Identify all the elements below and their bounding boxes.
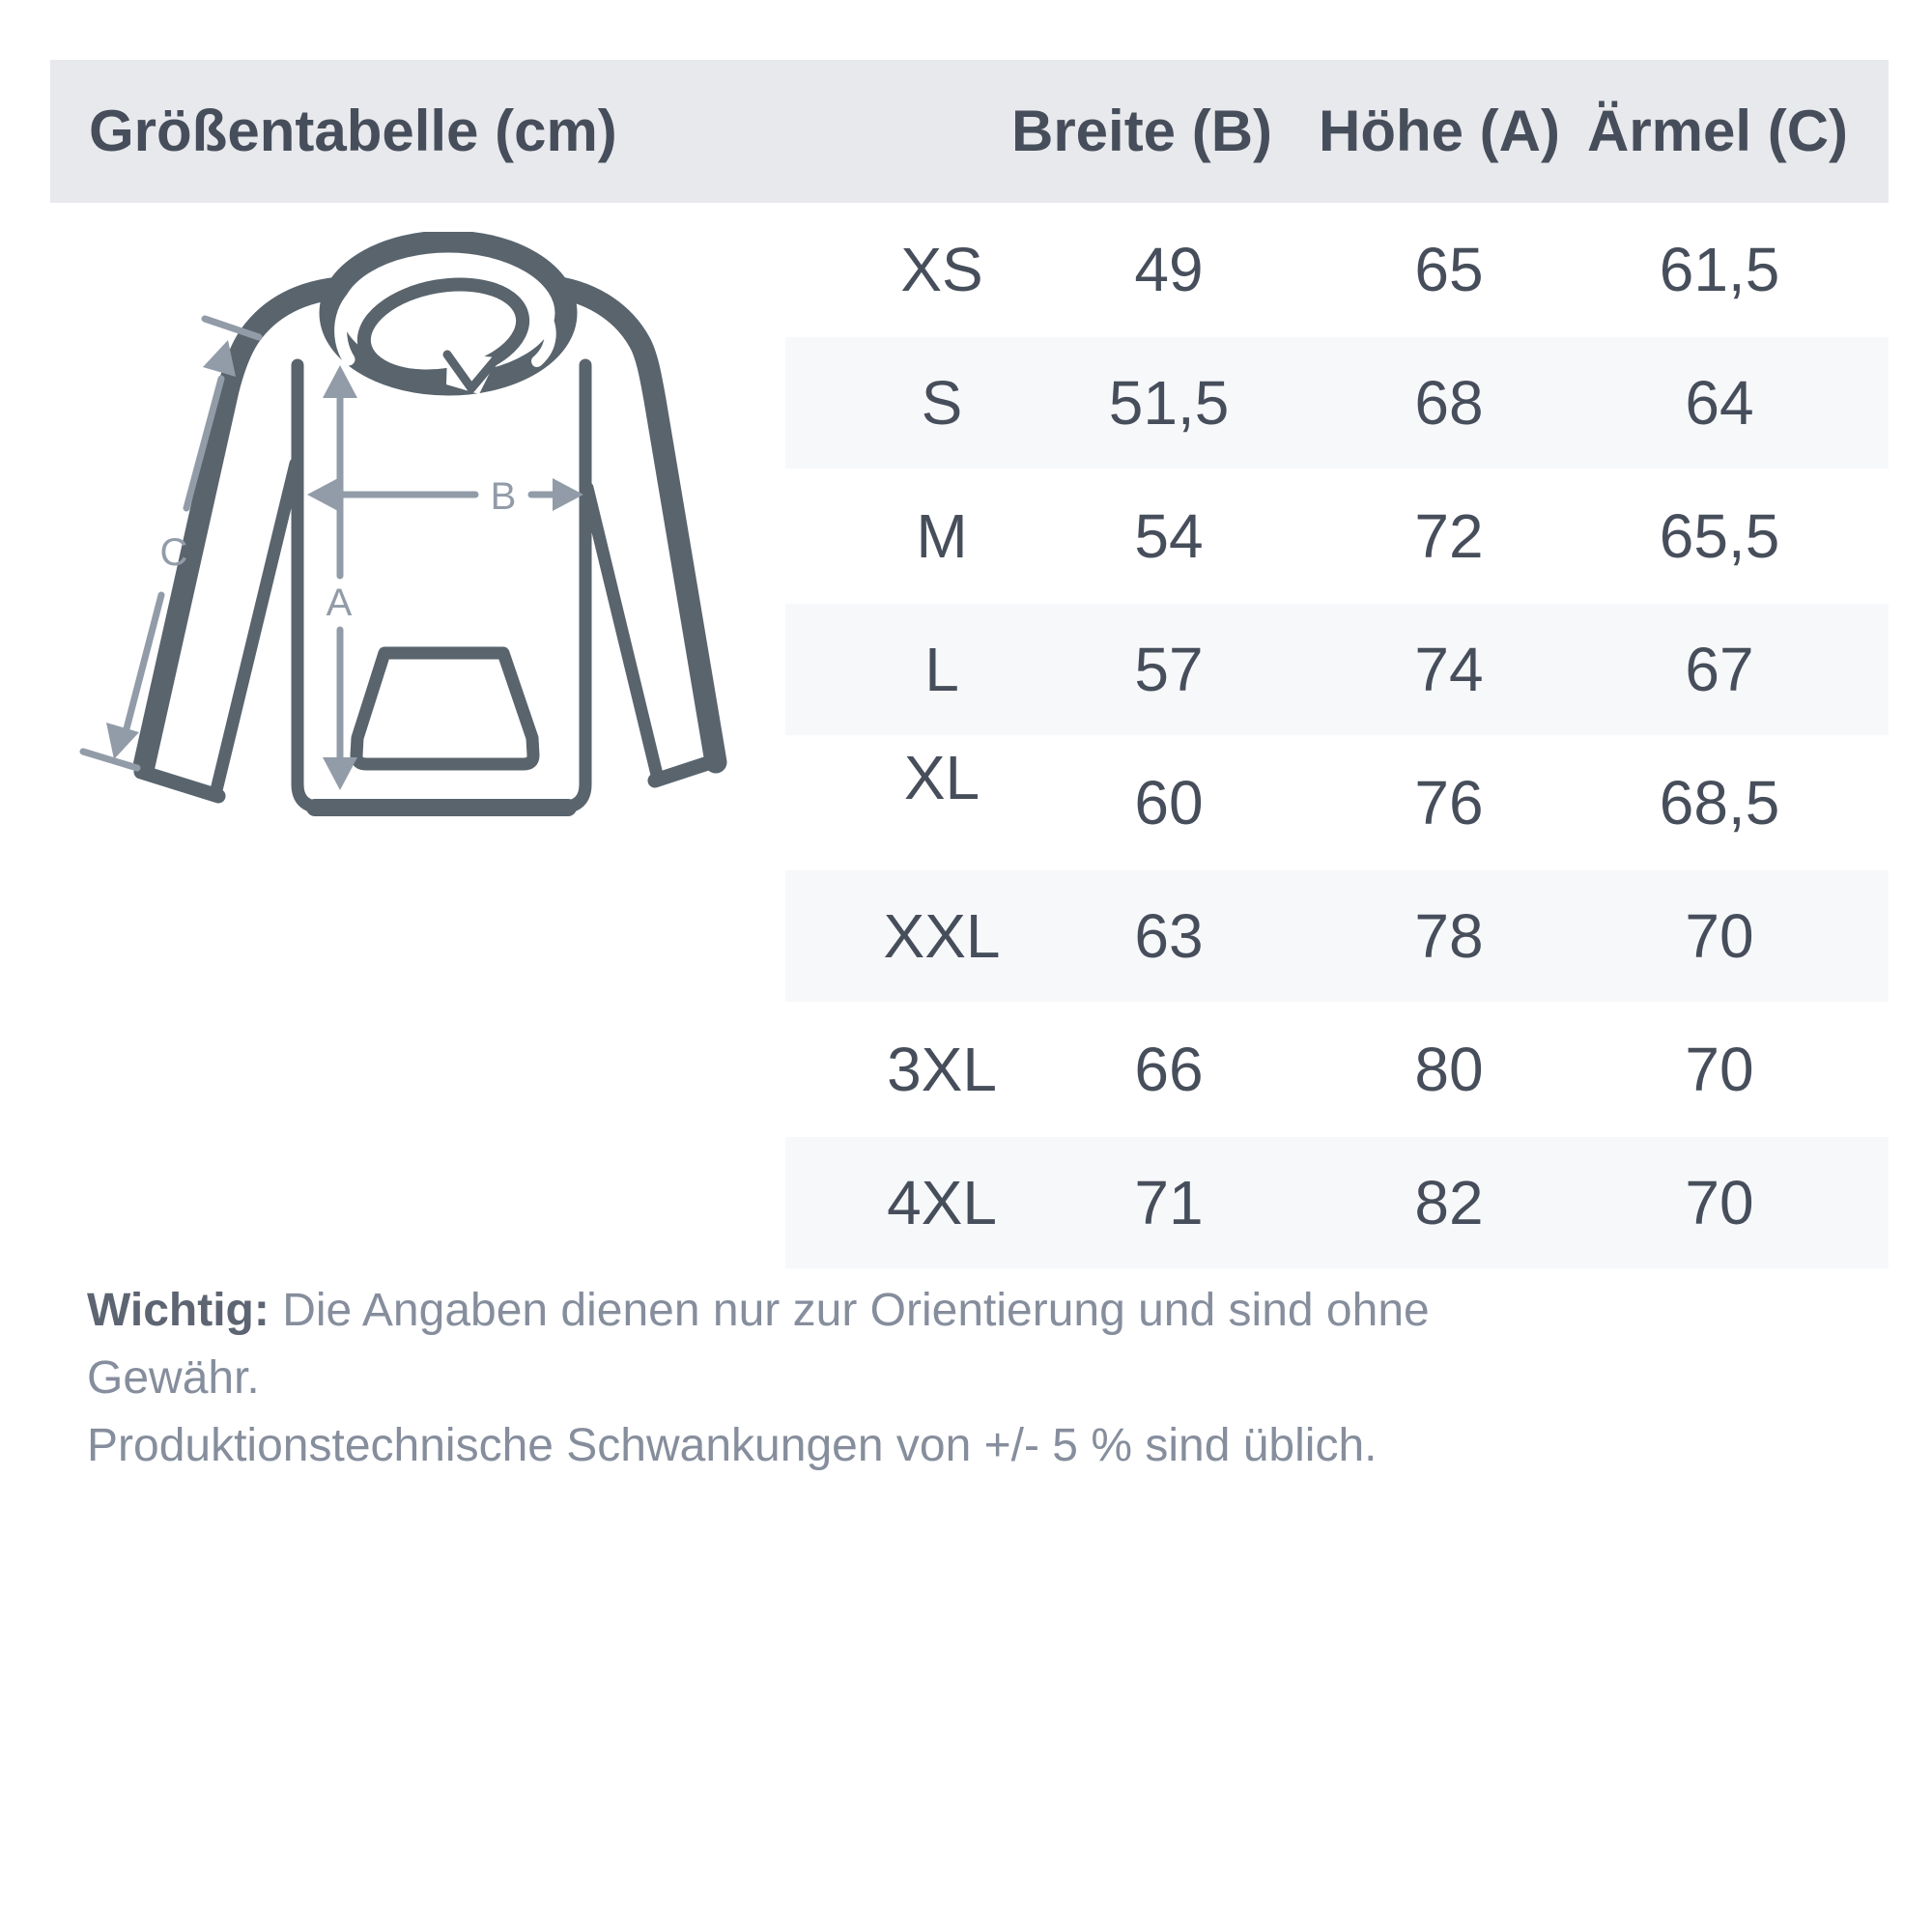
column-header-hoehe: Höhe (A) bbox=[1319, 99, 1560, 163]
disclaimer-note bbox=[87, 1277, 1594, 1480]
hoehe-cell: 65 bbox=[1414, 235, 1484, 304]
table-row-m bbox=[0, 469, 1932, 603]
table-row-xxl bbox=[0, 869, 1932, 1003]
size-cell: XXL bbox=[883, 901, 1001, 971]
hoehe-cell: 74 bbox=[1414, 635, 1484, 704]
size-cell: L bbox=[924, 635, 959, 704]
disclaimer-line2: Produktionstechnische Schwankungen von +/- 5 % sind üblich. bbox=[87, 1420, 1378, 1471]
disclaimer-line1: Die Angaben dienen nur zur Orientierung und sind ohne Gewähr. bbox=[87, 1285, 1430, 1404]
measure-label-a: A bbox=[326, 582, 353, 624]
hoehe-cell: 72 bbox=[1414, 501, 1484, 571]
measure-label-b: B bbox=[490, 475, 517, 518]
hoehe-cell: 76 bbox=[1414, 768, 1484, 838]
column-header-breite: Breite (B) bbox=[1010, 99, 1273, 163]
aermel-cell: 64 bbox=[1685, 368, 1754, 438]
size-cell: XL bbox=[903, 743, 980, 812]
size-cell: M bbox=[916, 501, 968, 571]
aermel-cell: 61,5 bbox=[1659, 235, 1780, 304]
aermel-cell: 70 bbox=[1685, 1168, 1754, 1237]
hoehe-cell: 68 bbox=[1414, 368, 1484, 438]
aermel-cell: 70 bbox=[1685, 1035, 1754, 1104]
breite-cell: 60 bbox=[1134, 768, 1204, 838]
size-cell: XS bbox=[900, 235, 983, 304]
table-header-bar bbox=[50, 60, 1889, 203]
table-row-xs bbox=[0, 203, 1932, 336]
hoehe-cell: 82 bbox=[1414, 1168, 1484, 1237]
size-table bbox=[0, 203, 1932, 1269]
size-cell: 3XL bbox=[887, 1035, 997, 1104]
size-cell: S bbox=[921, 368, 963, 438]
column-header-aermel: Ärmel (C) bbox=[1586, 99, 1849, 163]
aermel-cell: 65,5 bbox=[1659, 501, 1780, 571]
measure-label-c: C bbox=[159, 531, 188, 574]
hoehe-cell: 78 bbox=[1414, 901, 1484, 971]
aermel-cell: 67 bbox=[1685, 635, 1754, 704]
table-row-s bbox=[0, 336, 1932, 469]
breite-cell: 57 bbox=[1134, 635, 1204, 704]
page-title: Größentabelle (cm) bbox=[89, 99, 617, 163]
breite-cell: 71 bbox=[1134, 1168, 1204, 1237]
table-row-3xl bbox=[0, 1003, 1932, 1136]
breite-cell: 51,5 bbox=[1108, 368, 1230, 438]
aermel-cell: 70 bbox=[1685, 901, 1754, 971]
breite-cell: 54 bbox=[1134, 501, 1204, 571]
table-row-xl bbox=[0, 736, 1932, 869]
disclaimer-label: Wichtig: bbox=[87, 1285, 270, 1336]
hoehe-cell: 80 bbox=[1414, 1035, 1484, 1104]
breite-cell: 63 bbox=[1134, 901, 1204, 971]
size-cell: 4XL bbox=[887, 1168, 997, 1237]
breite-cell: 66 bbox=[1134, 1035, 1204, 1104]
aermel-cell: 68,5 bbox=[1659, 768, 1780, 838]
table-row-4xl bbox=[0, 1136, 1932, 1269]
breite-cell: 49 bbox=[1134, 235, 1204, 304]
